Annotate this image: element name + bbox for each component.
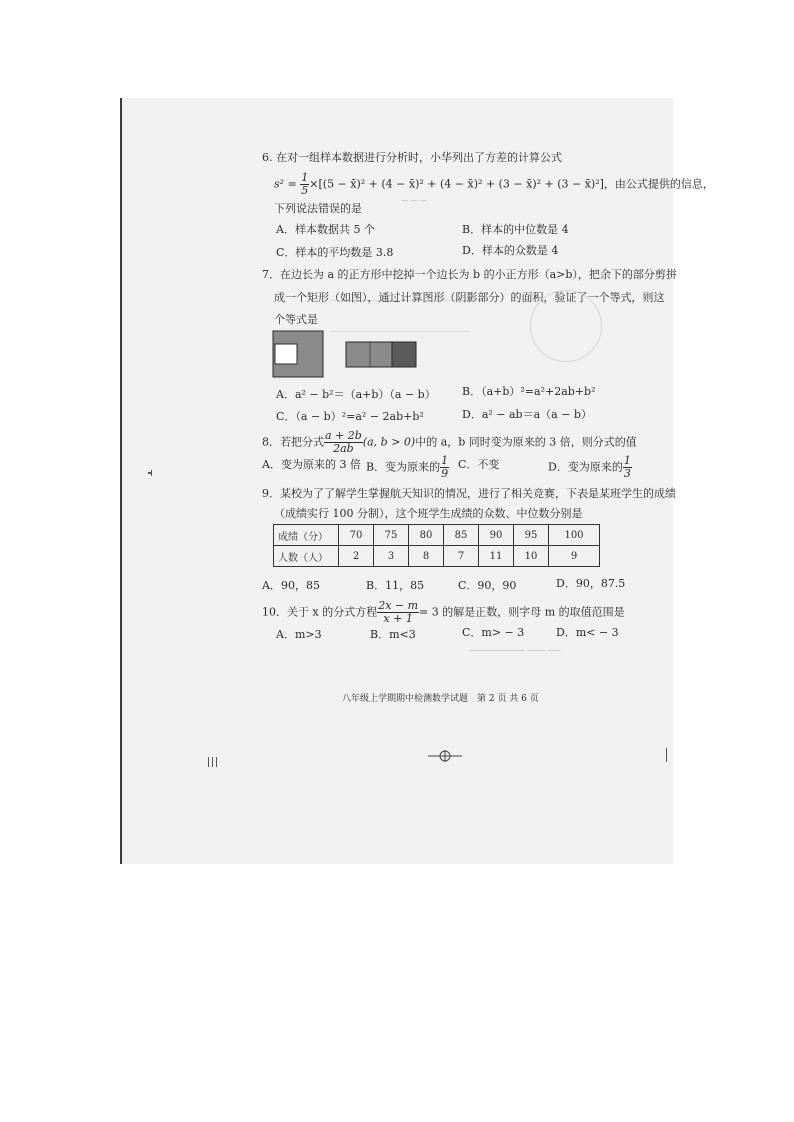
table-cell: 2	[339, 546, 374, 567]
q7-option-c: C．（a − b）²=a² − 2ab+b²	[276, 410, 424, 423]
registration-mark-icon	[428, 748, 462, 764]
q8-option-d: D．变为原来的 $\frac{1}{3}$	[548, 454, 631, 480]
table-cell: 85	[444, 525, 479, 546]
scan-edge	[120, 98, 122, 864]
q6-option-c: C．样本的平均数是 3.8	[276, 246, 394, 259]
table-cell: 8	[409, 546, 444, 567]
table-cell: 10	[514, 546, 549, 567]
bleed-through: ─ ─ ─	[402, 196, 427, 207]
score-table	[273, 524, 600, 567]
table-header-score: 成绩（分）	[274, 525, 339, 546]
table-cell: 70	[339, 525, 374, 546]
q7-option-d: D．a² − ab＝a（a − b）	[462, 408, 592, 421]
q9-option-b: B．11，85	[366, 579, 425, 592]
q9-option-a: A．90，85	[262, 579, 320, 592]
q7-line1: 7．在边长为 a 的正方形中挖掉一个边长为 b 的小正方形（a>b），把余下的部分剪拼	[262, 268, 677, 281]
q6-option-a: A．样本数据共 5 个	[276, 223, 375, 236]
table-cell: 9	[549, 546, 600, 567]
table-cell: 80	[409, 525, 444, 546]
table-row	[274, 546, 600, 567]
q10-option-b: B．m<3	[370, 628, 416, 641]
table-cell: 11	[479, 546, 514, 567]
q10-stem: 10．关于 x 的分式方程 $\frac{2x - m}{x + 1}$ = 3 的解是正数，则字母 m 的取值范围是	[262, 599, 625, 625]
q7-figure	[272, 330, 418, 380]
table-cell: 95	[514, 525, 549, 546]
binding-tick	[212, 757, 213, 767]
q6-formula: s² = $\frac{1}{5}$ ×[(5 − x̄)² + (4 − x̄)² + (4 − x̄)² + (3 − x̄)² + (3 − x̄)²]，由公式提供的信息，	[274, 171, 714, 197]
q8-option-a: A．变为原来的 3 倍	[262, 458, 361, 471]
q8-stem: 8．若把分式 $\frac{a + 2b}{2ab}$ (a, b > 0)中的 a，b 同时变为原来的 3 倍，则分式的值	[262, 429, 637, 455]
q8-option-c: C．不变	[458, 458, 500, 471]
q6-prompt: 下列说法错误的是	[274, 202, 362, 215]
q10-option-a: A．m>3	[276, 628, 322, 641]
table-cell: 75	[374, 525, 409, 546]
table-cell: 7	[444, 546, 479, 567]
q10-option-c: C．m> − 3	[462, 626, 525, 639]
q9-option-d: D．90，87.5	[556, 577, 626, 590]
q7-option-a: A．a² − b²＝（a+b）（a − b）	[276, 388, 436, 401]
binding-tick	[208, 757, 209, 767]
q8-option-b: B．变为原来的 $\frac{1}{9}$	[366, 454, 449, 480]
table-row	[274, 525, 600, 546]
q9-line2: （成绩实行 100 分制），这个班学生成绩的众数、中位数分别是	[274, 507, 583, 520]
q9-option-c: C．90，90	[458, 579, 517, 592]
scan-speck	[151, 470, 152, 476]
q7-option-b: B．（a+b）²=a²+2ab+b²	[462, 385, 596, 398]
q7-line2: 成一个矩形（如图），通过计算图形（阴影部分）的面积，验证了一个等式，则这	[274, 291, 665, 304]
q7-line3: 个等式是	[274, 313, 318, 326]
page-footer: 八年级上学期期中检测数学试题 第 2 页 共 6 页	[342, 694, 539, 704]
q6-stem: 6. 在对一组样本数据进行分析时，小华列出了方差的计算公式	[262, 151, 562, 164]
binding-tick	[666, 748, 667, 762]
q6-option-d: D．样本的众数是 4	[462, 244, 559, 257]
table-cell: 3	[374, 546, 409, 567]
table-cell: 100	[549, 525, 600, 546]
q6-option-b: B．样本的中位数是 4	[462, 223, 569, 236]
bleed-through-text: ───────── ─── ──	[470, 646, 561, 657]
binding-tick	[216, 757, 217, 767]
table-header-count: 人数（人）	[274, 546, 339, 567]
rectangle-dark-part	[392, 342, 416, 367]
q9-line1: 9．某校为了了解学生掌握航天知识的情况，进行了相关竞赛，下表是某班学生的成绩	[262, 487, 676, 500]
table-cell: 90	[479, 525, 514, 546]
scanned-page	[120, 98, 673, 864]
q10-option-d: D．m< − 3	[556, 626, 619, 639]
removed-small-square	[275, 344, 297, 364]
